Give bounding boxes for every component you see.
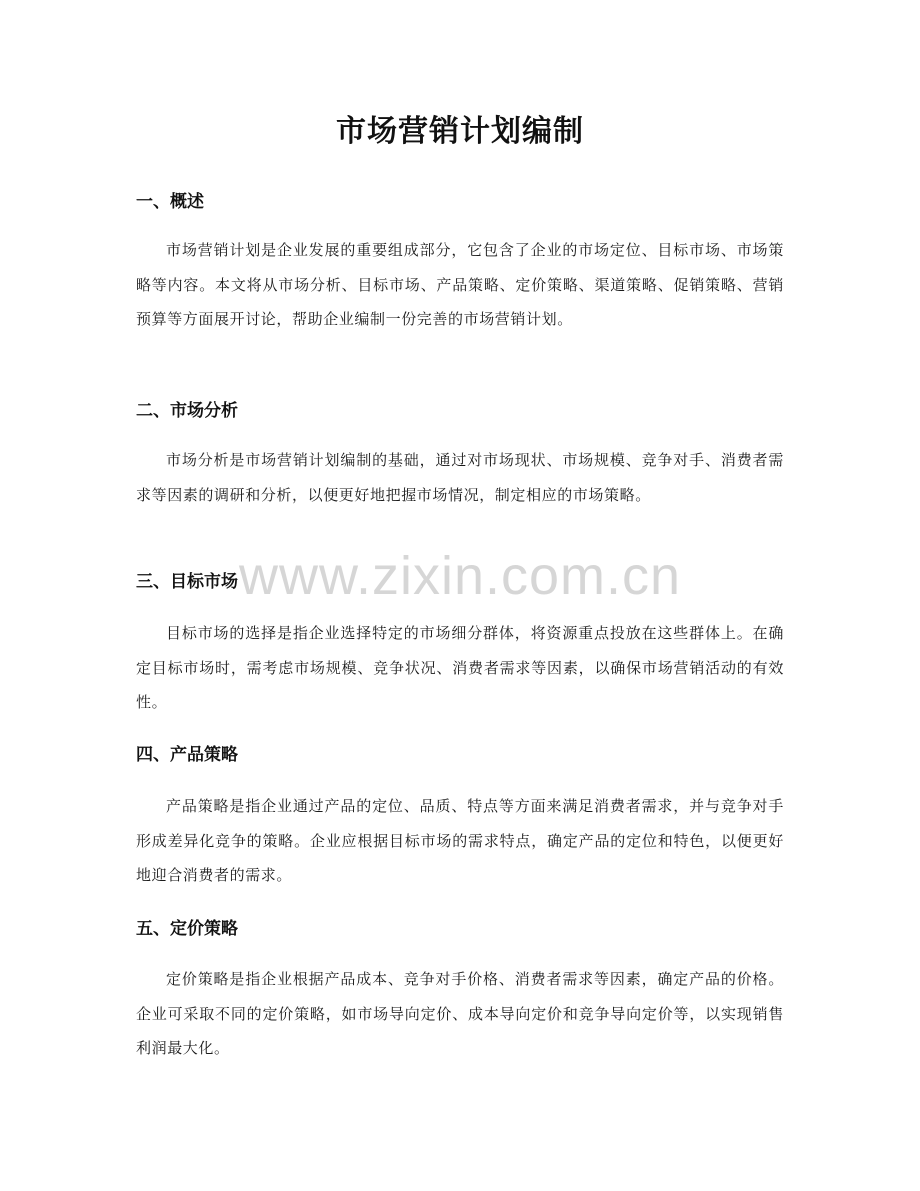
section-body-product-strategy: 产品策略是指企业通过产品的定位、品质、特点等方面来满足消费者需求，并与竞争对手形成差异化竞争的策略。企业应根据目标市场的需求特点，确定产品的定位和特色，以便更好地迎合消费者的需求。: [136, 797, 784, 884]
document-title: 市场营销计划编制: [336, 114, 584, 149]
section-body-pricing-strategy: 定价策略是指企业根据产品成本、竞争对手价格、消费者需求等因素，确定产品的价格。企业可采取不同的定价策略，如市场导向定价、成本导向定价和竞争导向定价等，以实现销售利润最大化。: [136, 970, 784, 1057]
section-body-overview: 市场营销计划是企业发展的重要组成部分，它包含了企业的市场定位、目标市场、市场策略等内容。本文将从市场分析、目标市场、产品策略、定价策略、渠道策略、促销策略、营销预算等方面展开讨论，帮助企业编制一份完善的市场营销计划。: [136, 241, 784, 328]
section-body-target-market: 目标市场的选择是指企业选择特定的市场细分群体，将资源重点投放在这些群体上。在确定目标市场时，需考虑市场规模、竞争状况、消费者需求等因素，以确保市场营销活动的有效性。: [136, 624, 784, 711]
section-heading-product-strategy: 四、产品策略: [136, 745, 238, 765]
section-heading-target-market: 三、目标市场: [136, 572, 238, 592]
section-body-market-analysis: 市场分析是市场营销计划编制的基础，通过对市场现状、市场规模、竞争对手、消费者需求等因素的调研和分析，以便更好地把握市场情况，制定相应的市场策略。: [136, 451, 784, 504]
watermark-text: www.zixin.com.cn: [238, 546, 682, 606]
section-heading-market-analysis: 二、市场分析: [136, 401, 238, 421]
section-heading-pricing-strategy: 五、定价策略: [136, 919, 238, 939]
section-heading-overview: 一、概述: [136, 192, 204, 212]
